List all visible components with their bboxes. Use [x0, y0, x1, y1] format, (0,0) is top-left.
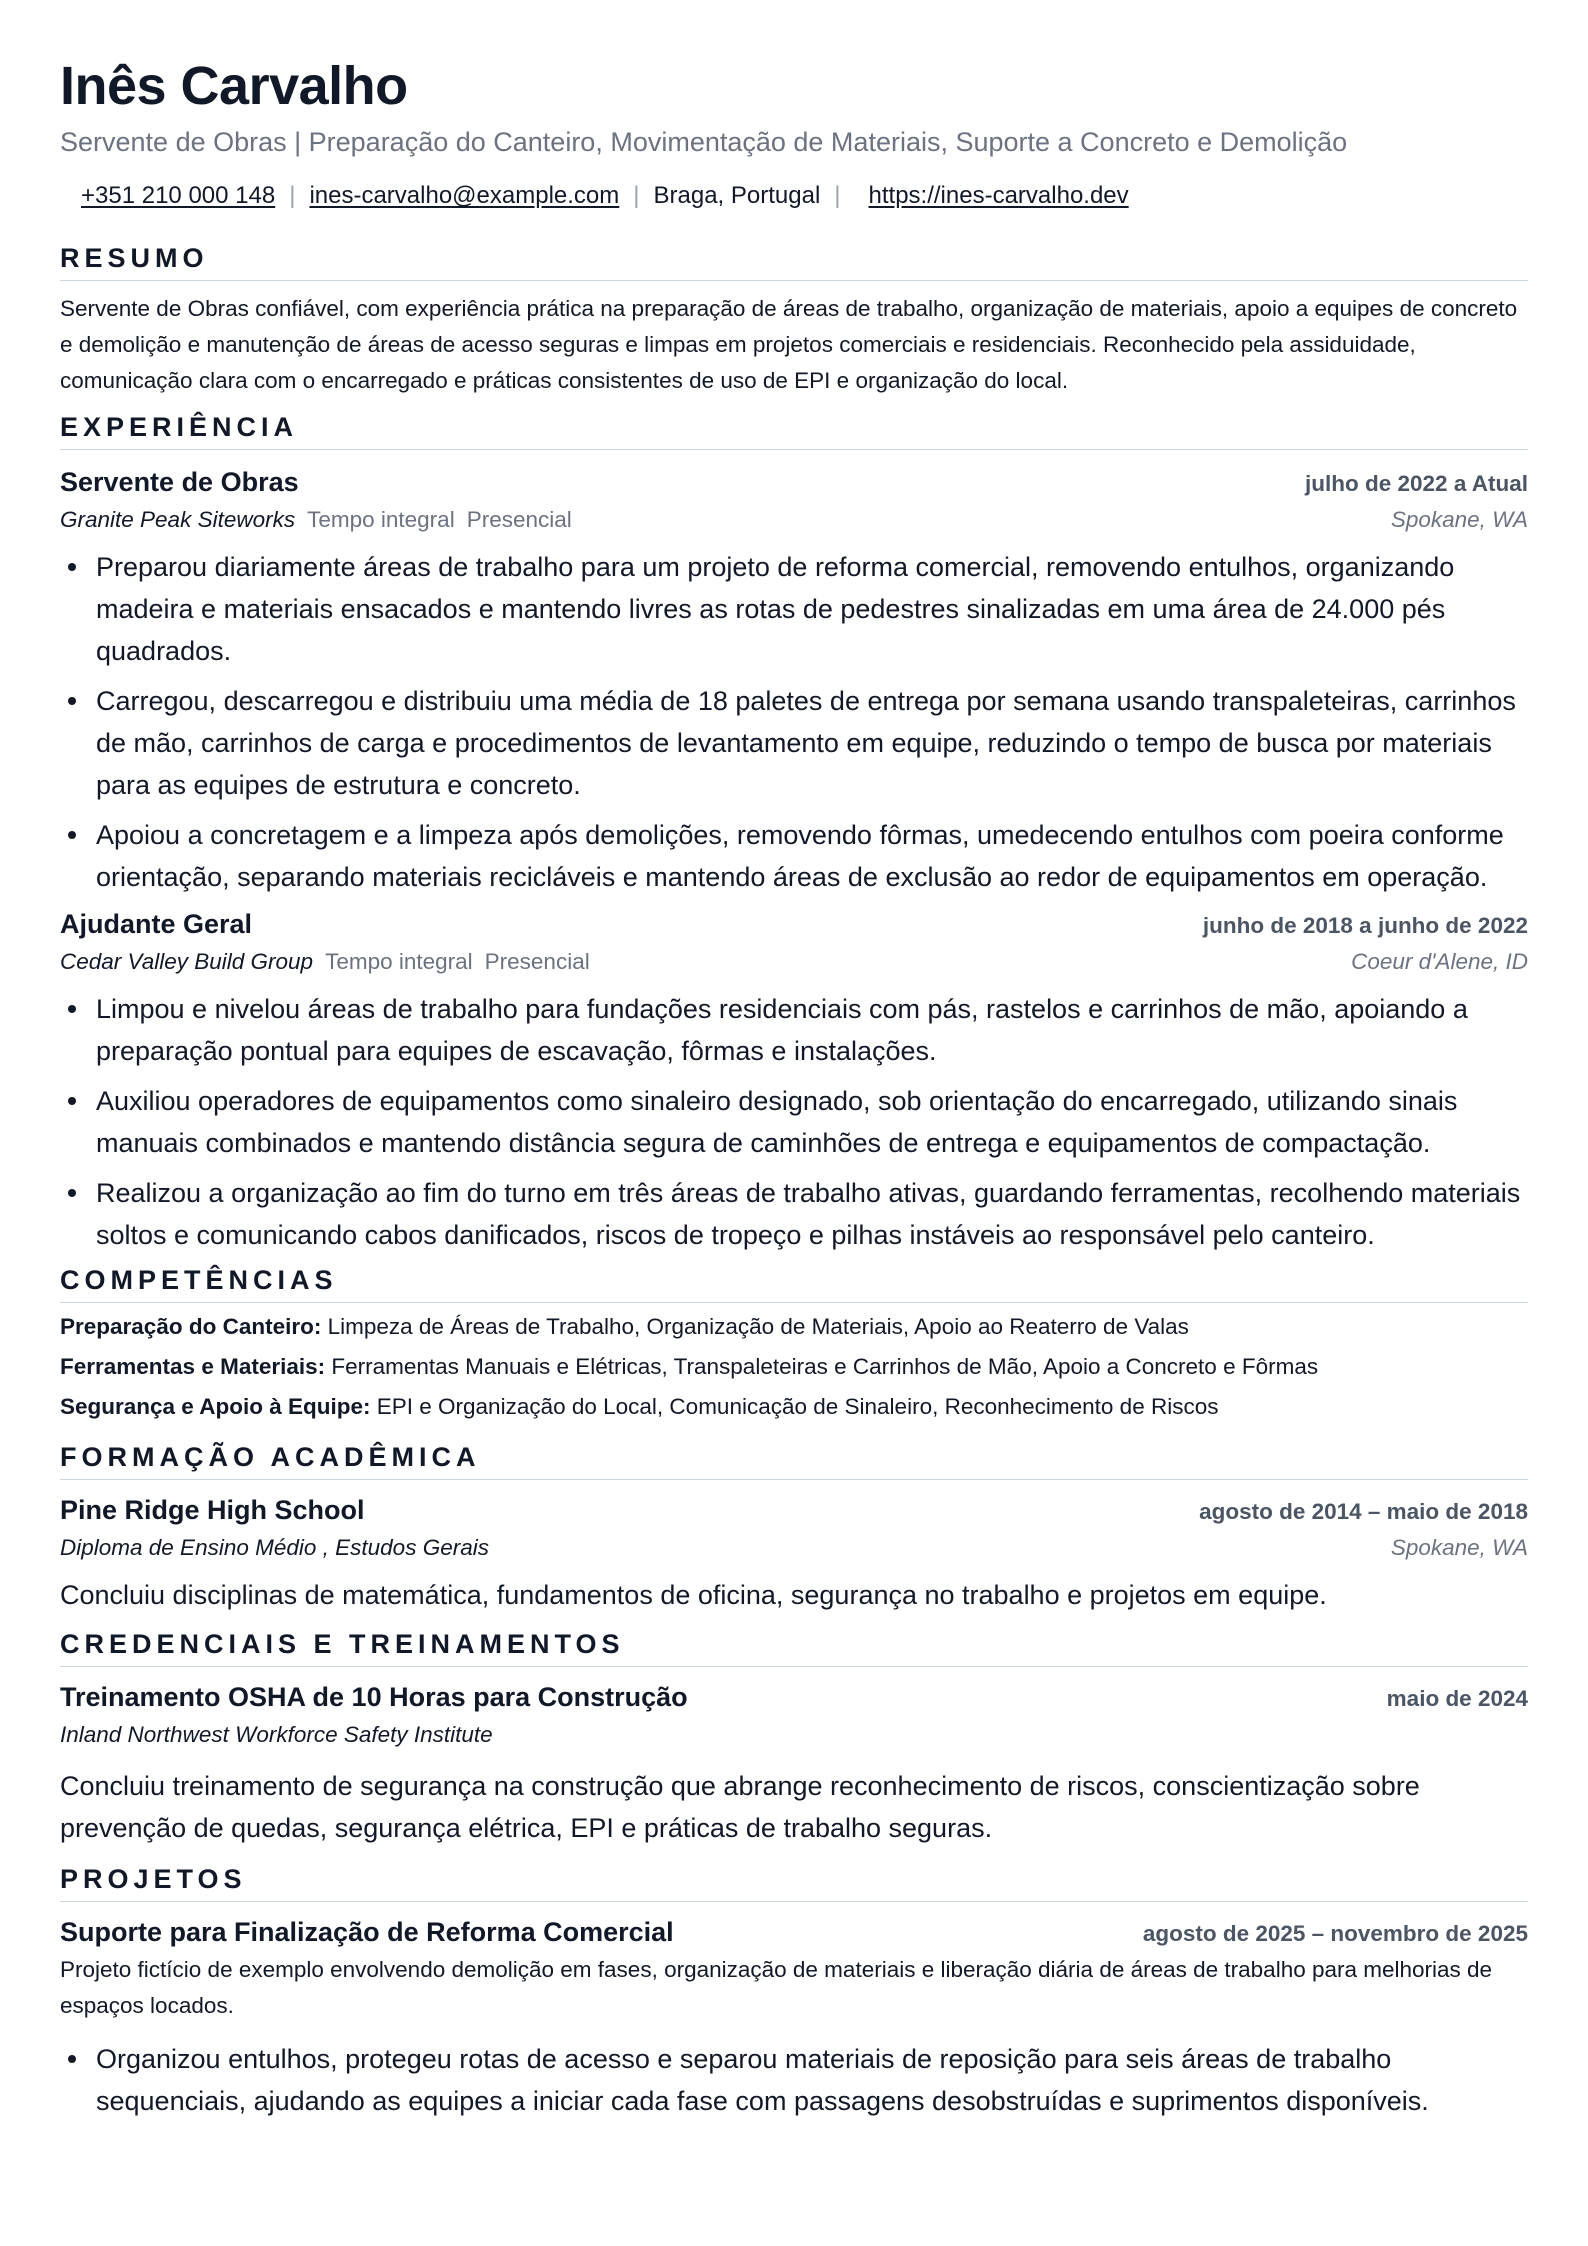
- skills-section: [60, 1264, 1528, 1427]
- credentials-section: [60, 1628, 1528, 1849]
- credential-description: Concluiu treinamento de segurança na construção que abrange reconhecimento de riscos, conscientização sobre prevenção de quedas, segurança elétrica, EPI e práticas de trabalho seguras.: [60, 1771, 1420, 1843]
- education-date: agosto de 2014 – maio de 2018: [1199, 1499, 1528, 1524]
- section-title-experience: EXPERIÊNCIA: [60, 411, 1528, 450]
- email-link[interactable]: ines-carvalho@example.com: [309, 182, 620, 209]
- education-location: Spokane, WA: [1390, 1535, 1528, 1560]
- skill-label: Preparação do Canteiro:: [60, 1314, 322, 1339]
- resume-name: Inês Carvalho: [60, 56, 408, 116]
- job-location: Spokane, WA: [1390, 507, 1528, 532]
- skill-value: Limpeza de Áreas de Trabalho, Organização de Materiais, Apoio ao Reaterro de Valas: [327, 1314, 1189, 1339]
- job-type: Tempo integral: [325, 949, 473, 974]
- resume-headline: Servente de Obras | Preparação do Canteiro, Movimentação de Materiais, Suporte a Concreto e Demolição: [60, 127, 1348, 157]
- summary-section: [60, 242, 1528, 399]
- section-title-skills: COMPETÊNCIAS: [60, 1264, 1528, 1303]
- job-date: julho de 2022 a Atual: [1305, 471, 1528, 496]
- credential-date: maio de 2024: [1386, 1686, 1528, 1711]
- project-description: Projeto fictício de exemplo envolvendo demolição em fases, organização de materiais e liberação diária de áreas de trabalho para melhorias de espaços locados.: [60, 1957, 1493, 2018]
- credential-name: Treinamento OSHA de 10 Horas para Construção: [60, 1682, 688, 1712]
- section-title-projects: PROJETOS: [60, 1863, 1528, 1902]
- location-text: Braga, Portugal: [653, 182, 821, 209]
- section-title-summary: RESUMO: [60, 242, 1528, 281]
- job-type: Tempo integral: [307, 507, 455, 532]
- experience-section: [60, 411, 1528, 1256]
- job-bullet: Realizou a organização ao fim do turno em três áreas de trabalho ativas, guardando ferramentas, recolhendo materiais soltos e comunicando cabos danificados, riscos de tropeço e pilhas instáveis ao responsável pelo canteiro.: [60, 1172, 1528, 1256]
- job-bullet: Limpou e nivelou áreas de trabalho para fundações residenciais com pás, rastelos e carrinhos de mão, apoiando a preparação pontual para equipes de escavação, fôrmas e instalações.: [60, 988, 1528, 1072]
- job-bullet: Carregou, descarregou e distribuiu uma média de 18 paletes de entrega por semana usando transpaleteiras, carrinhos de mão, carrinhos de carga e procedimentos de levantamento em equipe, reduzindo o tempo de busca por materiais para as equipes de estrutura e concreto.: [60, 680, 1528, 806]
- project-date: agosto de 2025 – novembro de 2025: [1142, 1921, 1528, 1946]
- project-bullet: Organizou entulhos, protegeu rotas de acesso e separou materiais de reposição para seis áreas de trabalho sequenciais, ajudando as equipes a iniciar cada fase com passagens desobstruídas e suprimentos disponíveis.: [60, 2038, 1528, 2122]
- contact-separator: |: [289, 182, 296, 209]
- summary-text: Servente de Obras confiável, com experiência prática na preparação de áreas de trabalho, organização de materiais, apoio a equipes de concreto e demolição e manutenção de áreas de acesso seguras e limpas em projetos comerciais e residenciais. Reconhecido pela assiduidade, comunicação clara com o encarregado e práticas consistentes de uso de EPI e organização do local.: [60, 296, 1518, 393]
- skill-row: [60, 1387, 1528, 1427]
- website-link[interactable]: https://ines-carvalho.dev: [868, 182, 1129, 209]
- phone-link[interactable]: +351 210 000 148: [81, 182, 276, 209]
- job-mode: Presencial: [484, 949, 590, 974]
- job-mode: Presencial: [466, 507, 572, 532]
- job-bullet: Auxiliou operadores de equipamentos como sinaleiro designado, sob orientação do encarregado, utilizando sinais manuais combinados e mantendo distância segura de caminhões de entrega e equipamentos de compactação.: [60, 1080, 1528, 1164]
- skill-row: [60, 1347, 1528, 1387]
- skill-label: Ferramentas e Materiais:: [60, 1354, 326, 1379]
- job-role: Ajudante Geral: [60, 909, 253, 939]
- education-school: Pine Ridge High School: [60, 1495, 365, 1525]
- job-bullets: [60, 988, 1528, 1256]
- contact-separator: |: [633, 182, 640, 209]
- job-entry: [60, 464, 1528, 898]
- skill-value: Ferramentas Manuais e Elétricas, Transpaleteiras e Carrinhos de Mão, Apoio a Concreto e Fôrmas: [331, 1354, 1319, 1379]
- skill-value: EPI e Organização do Local, Comunicação de Sinaleiro, Reconhecimento de Riscos: [376, 1394, 1219, 1419]
- job-company: Granite Peak Siteworks: [60, 507, 296, 532]
- section-title-credentials: CREDENCIAIS E TREINAMENTOS: [60, 1628, 1528, 1667]
- job-entry: [60, 906, 1528, 1256]
- skill-row: [60, 1307, 1528, 1347]
- section-title-education: FORMAÇÃO ACADÊMICA: [60, 1441, 1528, 1480]
- skill-label: Segurança e Apoio à Equipe:: [60, 1394, 371, 1419]
- credential-issuer: Inland Northwest Workforce Safety Institute: [60, 1722, 493, 1747]
- job-location: Coeur d'Alene, ID: [1351, 949, 1528, 974]
- job-date: junho de 2018 a junho de 2022: [1202, 913, 1528, 938]
- education-section: [60, 1441, 1528, 1616]
- job-role: Servente de Obras: [60, 467, 299, 497]
- education-description: Concluiu disciplinas de matemática, fundamentos de oficina, segurança no trabalho e projetos em equipe.: [60, 1580, 1327, 1610]
- project-bullets: [60, 2038, 1528, 2122]
- project-name: Suporte para Finalização de Reforma Comercial: [60, 1917, 674, 1947]
- job-bullet: Preparou diariamente áreas de trabalho para um projeto de reforma comercial, removendo entulhos, organizando madeira e materiais ensacados e mantendo livres as rotas de pedestres sinalizadas em uma área de 24.000 pés quadrados.: [60, 546, 1528, 672]
- projects-section: [60, 1863, 1528, 2122]
- job-company: Cedar Valley Build Group: [60, 949, 314, 974]
- job-bullet: Apoiou a concretagem e a limpeza após demolições, removendo fôrmas, umedecendo entulhos com poeira conforme orientação, separando materiais recicláveis e mantendo áreas de exclusão ao redor de equipamentos em operação.: [60, 814, 1528, 898]
- job-bullets: [60, 546, 1528, 898]
- contact-separator: |: [834, 182, 841, 209]
- contact-line: [60, 180, 1528, 212]
- education-degree: Diploma de Ensino Médio , Estudos Gerais: [60, 1535, 489, 1560]
